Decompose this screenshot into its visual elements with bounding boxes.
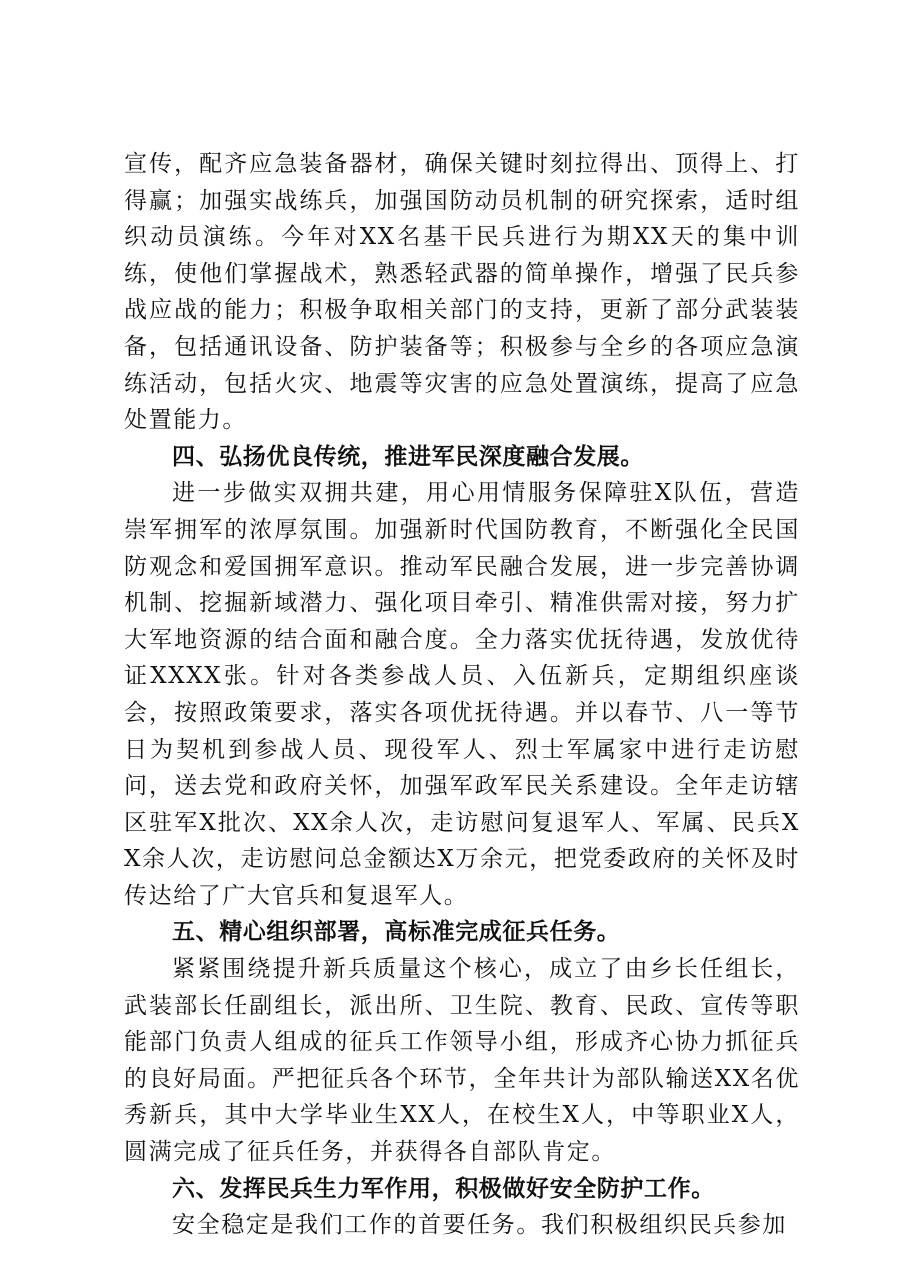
paragraph-body: 进一步做实双拥共建，用心用情服务保障驻X队伍，营造崇军拥军的浓厚氛围。加强新时代国防教育，不断强化全民国防观念和爱国拥军意识。推动军民融合发展，进一步完善协调机制、挖掘新域潜力、强化项目牵引、精准供需对接，努力扩大军地资源的结合面和融合度。全力落实优抚待遇，发放优待证XXXX张。针对各类参战人员、入伍新兵，定期组织座谈会，按照政策要求，落实各项优抚待遇。并以春节、八一等节日为契机到参战人员、现役军人、烈士军属家中进行走访慰问，送去党和政府关怀，加强军政军民关系建设。全年走访辖区驻军X批次、XX余人次，走访慰问复退军人、军属、民兵XX余人次，走访慰问总金额达X万余元，把党委政府的关怀及时传达给了广大官兵和复退军人。 xyxy=(124,480,800,909)
section-heading-4: 四、弘扬优良传统，推进军民深度融合发展。 xyxy=(172,443,644,470)
section-heading-6: 六、发挥民兵生力军作用，积极做好安全防护工作。 xyxy=(172,1175,715,1202)
paragraph-body: 宣传，配齐应急装备器材，确保关键时刻拉得出、顶得上、打得赢；加强实战练兵，加强国防动员机制的研究探索，适时组织动员演练。今年对XX名基干民兵进行为期XX天的集中训练，使他们掌握战术，熟悉轻武器的简单操作，增强了民兵参战应战的能力；积极争取相关部门的支持，更新了部分武装装备，包括通讯设备、防护装备等；积极参与全乡的各项应急演练活动，包括火灾、地震等灾害的应急处置演练，提高了应急处置能力。 xyxy=(124,151,800,434)
document-body xyxy=(124,146,800,1244)
section-heading-5: 五、精心组织部署，高标准完成征兵任务。 xyxy=(172,919,621,946)
paragraph-body: 紧紧围绕提升新兵质量这个核心，成立了由乡长任组长，武装部长任副组长，派出所、卫生院、教育、民政、宣传等职能部门负责人组成的征兵工作领导小组，形成齐心协力抓征兵的良好局面。严把征兵各个环节，全年共计为部队输送XX名优秀新兵，其中大学毕业生XX人，在校生X人，中等职业X人，圆满完成了征兵任务，并获得各自部队肯定。 xyxy=(124,956,800,1166)
paragraph-body: 安全稳定是我们工作的首要任务。我们积极组织民兵参加 xyxy=(172,1212,787,1239)
